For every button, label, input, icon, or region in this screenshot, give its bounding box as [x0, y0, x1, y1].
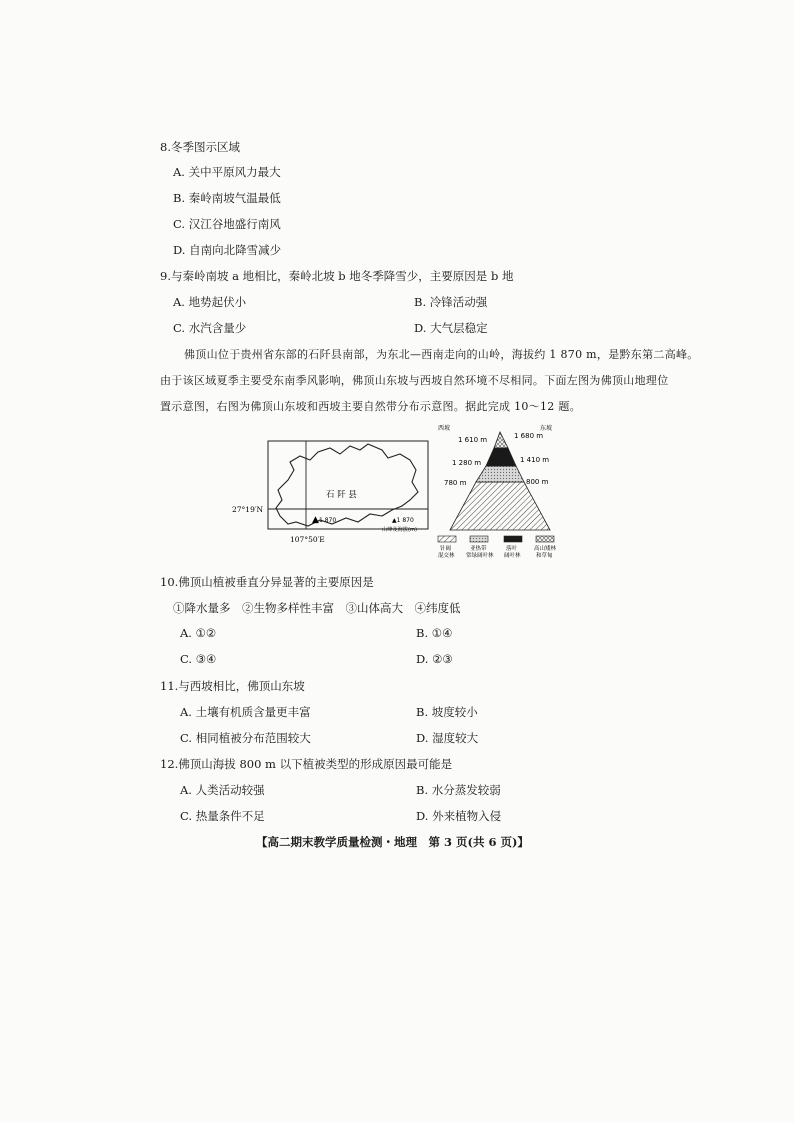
location-map [232, 436, 432, 546]
east-alt-3: 800 m [526, 478, 549, 486]
q12-option-a[interactable]: A. 人类活动较强 [180, 783, 265, 797]
legend-4-line-2: 和草甸 [536, 553, 553, 559]
q10-option-d[interactable]: D. ②③ [416, 652, 453, 666]
q9-stem: 9.与秦岭南坡 a 地相比，秦岭北坡 b 地冬季降雪少，主要原因是 b 地 [160, 269, 514, 283]
q12-stem: 12.佛顶山海拔 800 m 以下植被类型的形成原因最可能是 [160, 757, 453, 771]
q11-stem: 11.与西坡相比，佛顶山东坡 [160, 679, 305, 693]
legend-swatch-2 [470, 536, 488, 542]
vegetation-zone-diagram [430, 420, 570, 570]
legend-3-line-2: 阔叶林 [504, 553, 521, 559]
west-alt-3: 780 m [444, 479, 467, 487]
q8-option-c[interactable]: C. 汉江谷地盛行南风 [173, 217, 281, 231]
q10-option-b[interactable]: B. ①④ [416, 626, 453, 640]
passage-line-1: 佛顶山位于贵州省东部的石阡县南部，为东北—西南走向的山岭，海拔约 1 870 m，是黔东第二高峰。 [184, 348, 699, 361]
legend-swatch-1 [438, 536, 456, 542]
longitude-label: 107°50′E [290, 535, 325, 544]
legend-1-line-2: 混交林 [438, 553, 455, 559]
q11-option-c[interactable]: C. 相同植被分布范围较大 [180, 731, 311, 745]
q11-option-a[interactable]: A. 土壤有机质含量更丰富 [180, 705, 311, 719]
legend-2-line-1: 亚热带 [470, 546, 487, 552]
zone-alpine [494, 432, 508, 448]
q8-stem: 8.冬季图示区域 [160, 140, 240, 154]
legend-2-line-2: 常绿阔叶林 [466, 553, 494, 559]
legend-3-line-1: 落叶 [506, 546, 518, 552]
legend-swatch-4 [536, 536, 554, 542]
q9-option-c[interactable]: C. 水汽含量少 [173, 321, 247, 335]
west-alt-2: 1 280 m [452, 459, 482, 467]
west-slope-label: 西坡 [438, 425, 451, 432]
q8-option-b[interactable]: B. 秦岭南坡气温最低 [173, 191, 281, 205]
q12-option-d[interactable]: D. 外来植物入侵 [416, 809, 502, 823]
q11-option-d[interactable]: D. 湿度较大 [416, 731, 479, 745]
peak-icon: ▲ [312, 515, 319, 525]
q9-option-b[interactable]: B. 冷锋活动强 [414, 295, 488, 309]
legend-1-line-1: 针阔 [440, 546, 452, 552]
county-name: 石 阡 县 [326, 490, 357, 500]
q9-option-a[interactable]: A. 地势起伏小 [173, 295, 247, 309]
q10-option-a[interactable]: A. ①② [180, 626, 217, 640]
q10-choices: ①降水量多 ②生物多样性丰富 ③山体高大 ④纬度低 [173, 601, 461, 615]
legend-peak-value: ▲1 870 [392, 517, 414, 524]
q12-option-b[interactable]: B. 水分蒸发较弱 [416, 783, 501, 797]
east-slope-label: 东坡 [540, 425, 553, 432]
q12-option-c[interactable]: C. 热量条件不足 [180, 809, 265, 823]
q10-option-c[interactable]: C. ③④ [180, 652, 217, 666]
legend-swatch-3 [504, 536, 522, 542]
passage-line-3: 置示意图，右图为佛顶山东坡和西坡主要自然带分布示意图。据此完成 10～12 题。 [160, 400, 581, 413]
q8-option-d[interactable]: D. 自南向北降雪减少 [173, 243, 282, 257]
passage-line-2: 由于该区域夏季主要受东南季风影响，佛顶山东坡与西坡自然环境不尽相同。下面左图为佛顶山地理位 [160, 374, 669, 387]
west-alt-1: 1 610 m [458, 436, 488, 444]
peak-elevation: 1 870 [319, 517, 337, 524]
q9-option-d[interactable]: D. 大气层稳定 [414, 321, 488, 335]
q11-option-b[interactable]: B. 坡度较小 [416, 705, 478, 719]
legend-4-line-1: 高山矮林 [534, 546, 557, 552]
page-footer: 【高二期末教学质量检测・地理 第 3 页(共 6 页)】 [256, 835, 529, 849]
q10-stem: 10.佛顶山植被垂直分异显著的主要原因是 [160, 575, 374, 589]
zone-deciduous [486, 448, 516, 466]
east-alt-1: 1 680 m [514, 432, 544, 440]
county-boundary [276, 444, 418, 526]
q8-option-a[interactable]: A. 关中平原风力最大 [173, 165, 281, 179]
latitude-label: 27°19′N [232, 505, 264, 514]
legend-peak-label: 山峰及海拔(m) [382, 527, 418, 533]
map-frame [268, 441, 428, 529]
zone-mixed [476, 466, 524, 482]
zone-evergreen [450, 482, 550, 530]
east-alt-2: 1 410 m [520, 456, 550, 464]
